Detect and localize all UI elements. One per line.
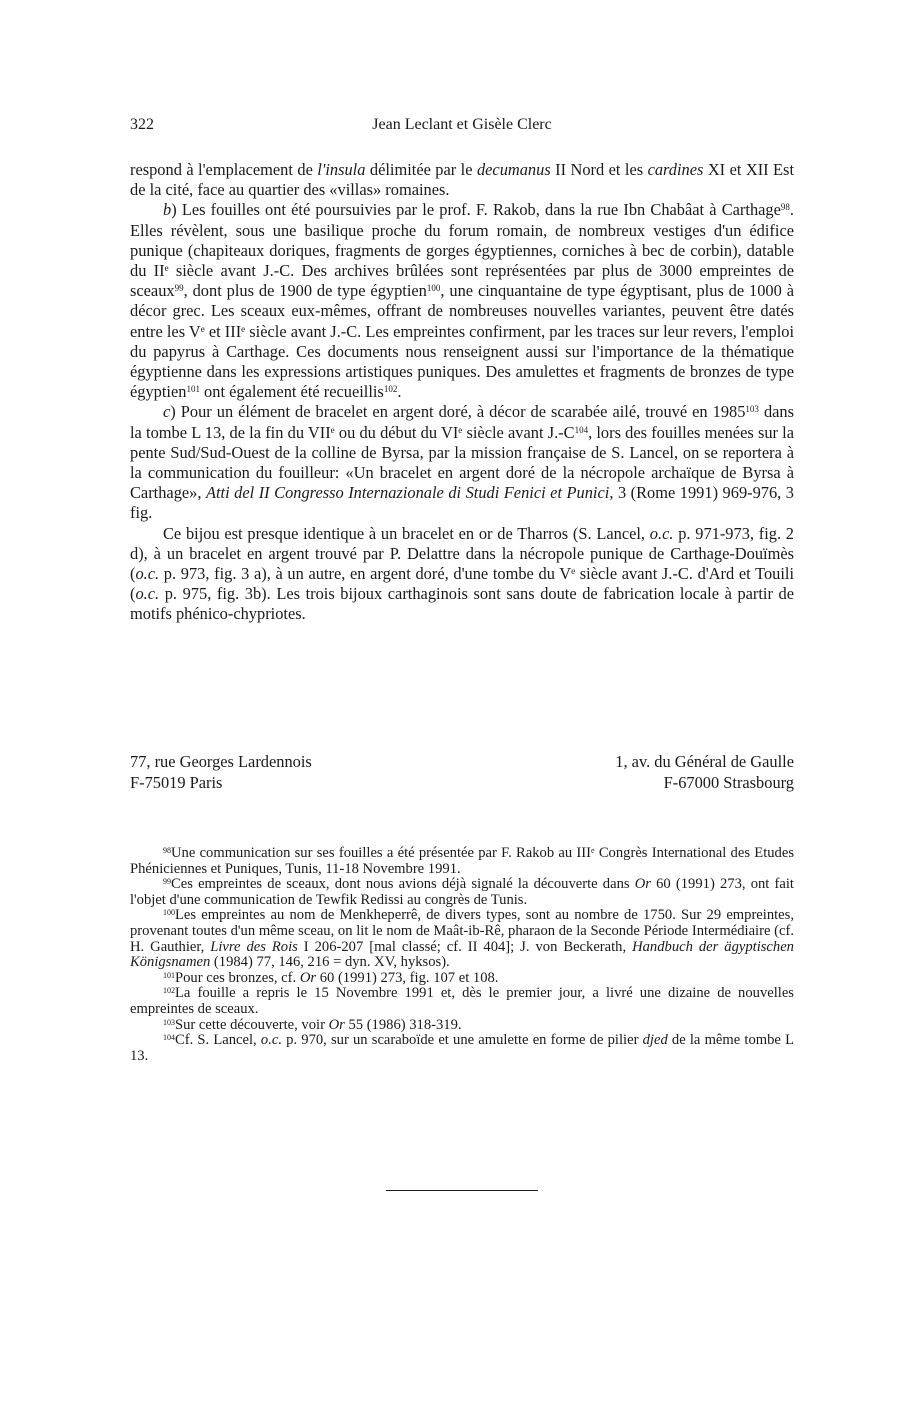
end-rule xyxy=(386,1190,538,1191)
paragraph-c: c) Pour un élément de bracelet en argent doré, à décor de scarabée ailé, trouvé en 1985$^{103}$ dans la tombe L 13, de la fin du VIIe ou du début du VIe siècle avant $J.-C^{104}$, lors des fouilles menées sur la pente Sud/Sud-Ouest de la colline de Byrsa, par la mission française de S. Lancel, on se reportera à la communication du fouilleur: «Un bracelet en argent doré de la nécropole archaïque de Byrsa à Carthage», Atti del II Congresso Internazionale di Studi Fenici et Punici, 3 (Rome 1991) 969-976, 3 fig. xyxy=(130,402,795,523)
footnote-99: $^{99}$Ces empreintes de sceaux, dont nous avions déjà signalé la découverte dans Or 60 (1991) 273, ont fait l'objet d'une communication de Tewfik Redissi au congrès de Tunis. xyxy=(130,876,794,908)
address-right xyxy=(615,751,794,793)
body-text xyxy=(130,160,794,625)
footnote-98: $^{98}$Une communication sur ses fouilles a été présentée par F. Rakob au IIIe Congrès International des Etudes Phéniciennes et Puniques, Tunis, 11-18 Novembre 1991. xyxy=(130,845,794,877)
footnotes xyxy=(130,846,794,1064)
address-right-city: F-67000 Strasbourg xyxy=(663,773,794,792)
paragraph-b: b) Les fouilles ont été poursuivies par le prof. F. Rakob, dans la rue Ibn Chabâat à Carthage$^{98}$. Elles révèlent, sous une basilique proche du forum romain, de nombreux vestiges d'un édifice punique (chapiteaux doriques, fragments de gorges égyptiennes, corniches à bec de corbin), datable du IIe siècle avant J.-C. Des archives brûlées sont représentées par plus de 3000 empreintes de sceaux$^{99}$, dont plus de 1900 de type égyptien$^{100}$, une cinquantaine de type égyptisant, plus de 1000 à décor grec. Les sceaux eux-mêmes, offrant de nombreuses nouvelles variantes, peuvent être datés entre les Ve et IIIe siècle avant J.-C. Les empreintes confirment, par les traces sur leur revers, l'emploi du papyrus à Carthage. Ces documents nous renseignent aussi sur l'importance de la thématique égyptienne dans les expressions artistiques puniques. Des amulettes et fragments de bronzes de type égyptien$^{101}$ ont également été recueillis$^{102}$. xyxy=(130,200,795,402)
paragraph-bijou: Ce bijou est presque identique à un bracelet en or de Tharros (S. Lancel, o.c. p. 971-973, fig. 2 d), à un bracelet en argent trouvé par P. Delattre dans la nécropole punique de Carthage-Douïmès (o.c. p. 973, fig. 3 a), à un autre, en argent doré, d'une tombe du Ve siècle avant J.-C. d'Ard et Touili (o.c. p. 975, fig. 3b). Les trois bijoux carthaginois sont sans doute de fabrication locale à partir de motifs phénico-chypriotes. xyxy=(130,523,794,624)
footnote-102: $^{102}$La fouille a repris le 15 Novembre 1991 et, dès le premier jour, a livré une dizaine de nouvelles empreintes de sceaux. xyxy=(130,985,794,1017)
footnote-103: $^{103}$Sur cette découverte, voir Or 55 (1986) 318-319. xyxy=(163,1016,462,1033)
page-number: 322 xyxy=(130,116,154,133)
running-head: Jean Leclant et Gisèle Clerc xyxy=(372,116,552,133)
footnote-100: $^{100}$Les empreintes au nom de Menkheperrê, de divers types, sont au nombre de 1750. Sur 29 empreintes, provenant toutes d'un même sceau, on lit le nom de Maât-ib-Rê, pharaon de la Seconde Période Intermédiaire (cf. H. Gauthier, Livre des Rois I 206-207 [mal classé; cf. II 404]; J. von Beckerath, Handbuch der ägyptischen Königsnamen (1984) 77, 146, 216 = dyn. XV, hyksos). xyxy=(130,907,794,971)
address-left-city: F-75019 Paris xyxy=(130,773,223,792)
footnote-104: $^{104}$Cf. S. Lancel, o.c. p. 970, sur un scaraboïde et une amulette en forme de pilier djed de la même tombe L 13. xyxy=(130,1032,794,1064)
page-header xyxy=(130,116,794,140)
address-right-street: 1, av. du Général de Gaulle xyxy=(615,752,794,771)
footnote-101: $^{101}$Pour ces bronzes, cf. Or 60 (1991) 273, fig. 107 et 108. xyxy=(163,969,499,986)
address-left xyxy=(130,751,312,793)
address-left-street: 77, rue Georges Lardennois xyxy=(130,752,312,771)
paragraph-continuation: respond à l'emplacement de l'insula délimitée par le decumanus II Nord et les cardines XI et XII Est de la cité, face au quartier des «villas» romaines. xyxy=(130,160,794,200)
